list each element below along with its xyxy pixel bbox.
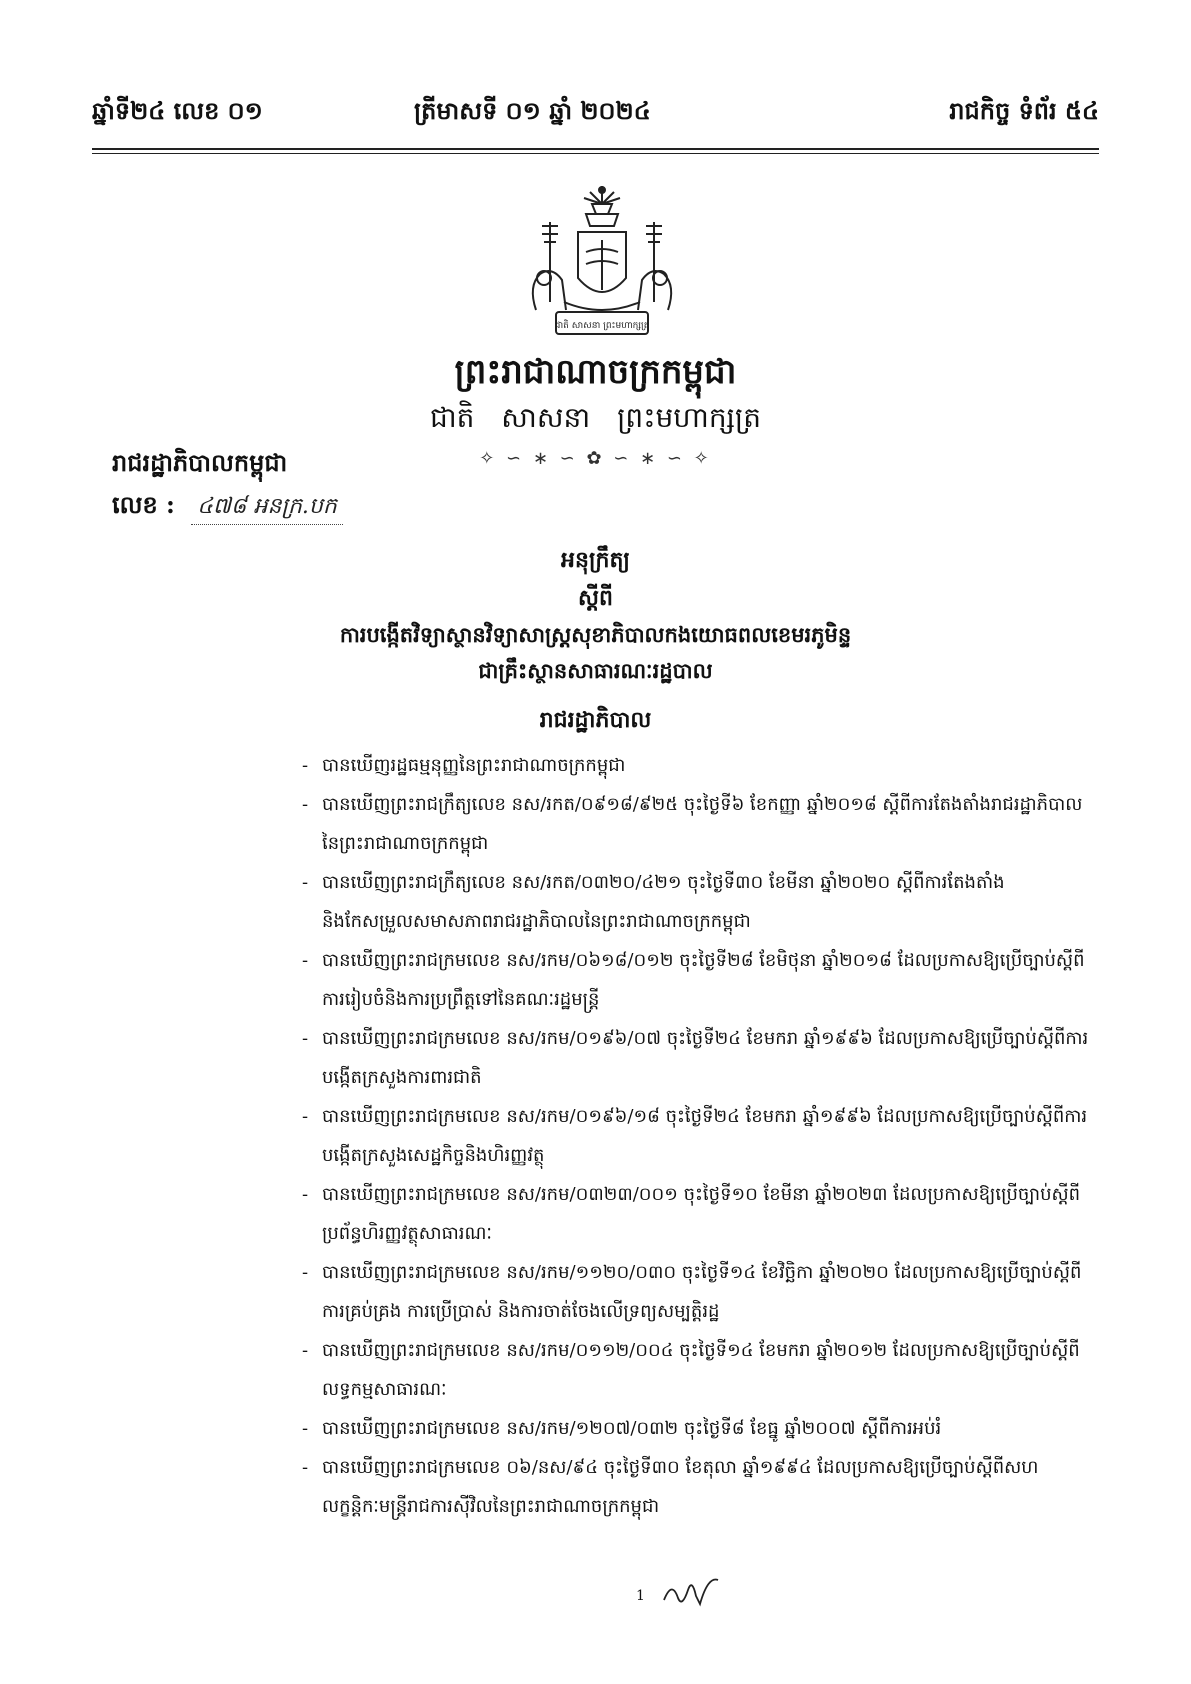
header-rule-thin bbox=[92, 153, 1099, 154]
page-number: 1 bbox=[636, 1588, 645, 1604]
number-value: ៤៧៨ អនក្រ.បក bbox=[191, 492, 343, 525]
recital-item: - បានឃើញព្រះរាជក្រមលេខ នស/រកម/០១៩៦/១៨ ចុះថ្ងៃទី២៤ ខែមករា ឆ្នាំ១៩៩៦ ដែលប្រកាសឱ្យប្រើច្បាប់ស្តីពីការបង្កើតក្រសួងសេដ្ឋកិច្ចនិងហិរញ្ញវត្ថុ bbox=[300, 1097, 1090, 1175]
recital-item: - បានឃើញព្រះរាជក្រមលេខ នស/រកម/០១៩៦/០៧ ចុះថ្ងៃទី២៤ ខែមករា ឆ្នាំ១៩៩៦ ដែលប្រកាសឱ្យប្រើច្បាប់ស្តីពីការបង្កើតក្រសួងការពារជាតិ bbox=[300, 1019, 1090, 1097]
header-year-issue: ឆ្នាំទី២៤ លេខ ០១ bbox=[92, 97, 263, 125]
recitals-list bbox=[300, 746, 1090, 1526]
document-subject: ការបង្កើតវិទ្យាស្ថានវិទ្យាសាស្ត្រសុខាភិបាលកងយោធពលខេមរភូមិន្ទ bbox=[339, 622, 852, 647]
recital-item: - បានឃើញព្រះរាជក្រមលេខ ០៦/នស/៩៤ ចុះថ្ងៃទី៣០ ខែតុលា ឆ្នាំ១៩៩៤ ដែលប្រកាសឱ្យប្រើច្បាប់ស្តីពីសហលក្ខន្តិកៈមន្ត្រីរាជការស៊ីវិលនៃព្រះរាជាណាចក្រកម្ពុជា bbox=[300, 1448, 1090, 1526]
recital-item: - បានឃើញរដ្ឋធម្មនុញ្ញនៃព្រះរាជាណាចក្រកម្ពុជា bbox=[300, 746, 1090, 785]
header-quarter: ត្រីមាសទី ០១ ឆ្នាំ ២០២៤ bbox=[414, 97, 651, 125]
coat-of-arms-icon bbox=[512, 182, 692, 342]
motto-nation: ជាតិ bbox=[429, 401, 475, 434]
document-number bbox=[112, 490, 343, 526]
recital-item: - បានឃើញព្រះរាជក្រមលេខ នស/រកម/០៦១៨/០១២ ចុះថ្ងៃទី២៨ ខែមិថុនា ឆ្នាំ២០១៨ ដែលប្រកាសឱ្យប្រើច្បាប់ស្តីពីការរៀបចំនិងការប្រព្រឹត្តទៅនៃគណៈរដ្ឋមន្ត្រី bbox=[300, 941, 1090, 1019]
ornament-divider: ✧ ∽ ∗ ∽ ✿ ∽ ∗ ∽ ✧ bbox=[479, 448, 712, 469]
kingdom-title: ព្រះរាជាណាចក្រកម្ពុជា bbox=[454, 352, 737, 392]
number-label: លេខ : bbox=[112, 490, 175, 519]
about-label: ស្តីពី bbox=[578, 585, 613, 611]
recital-item: - បានឃើញព្រះរាជក្រឹត្យលេខ នស/រកត/០៩១៨/៩២៥ ចុះថ្ងៃទី៦ ខែកញ្ញា ឆ្នាំ២០១៨ ស្តីពីការតែងតាំងរាជរដ្ឋាភិបាលនៃព្រះរាជាណាចក្រកម្ពុជា bbox=[300, 785, 1090, 863]
recital-item: - បានឃើញព្រះរាជក្រឹត្យលេខ នស/រកត/០៣២០/៤២១ ចុះថ្ងៃទី៣០ ខែមីនា ឆ្នាំ២០២០ ស្តីពីការតែងតាំង និងកែសម្រួលសមាសភាពរាជរដ្ឋាភិបាលនៃព្រះរាជាណាចក្រកម្ពុជា bbox=[300, 863, 1090, 941]
motto-king: ព្រះមហាក្សត្រ bbox=[617, 401, 762, 434]
national-motto bbox=[0, 400, 1191, 441]
recital-item: - បានឃើញព្រះរាជក្រមលេខ នស/រកម/០១១២/០០៤ ចុះថ្ងៃទី១៤ ខែមករា ឆ្នាំ២០១២ ដែលប្រកាសឱ្យប្រើច្បាប់ស្តីពីលទ្ធកម្មសាធារណៈ bbox=[300, 1331, 1090, 1409]
recital-item: - បានឃើញព្រះរាជក្រមលេខ នស/រកម/០៣២៣/០០១ ចុះថ្ងៃទី១០ ខែមីនា ឆ្នាំ២០២៣ ដែលប្រកាសឱ្យប្រើច្បាប់ស្តីពីប្រព័ន្ធហិរញ្ញវត្ថុសាធារណៈ bbox=[300, 1175, 1090, 1253]
document-type: អនុក្រឹត្យ bbox=[561, 547, 630, 573]
motto-religion: សាសនា bbox=[501, 401, 591, 434]
header-rule bbox=[92, 148, 1099, 150]
recital-item: - បានឃើញព្រះរាជក្រមលេខ នស/រកម/១១២០/០៣០ ចុះថ្ងៃទី១៤ ខែវិច្ឆិកា ឆ្នាំ២០២០ ដែលប្រកាសឱ្យប្រើច្បាប់ស្តីពីការគ្រប់គ្រង ការប្រើប្រាស់ និងការចាត់ចែងលើទ្រព្យសម្បត្តិរដ្ឋ bbox=[300, 1253, 1090, 1331]
svg-text:ជាតិ សាសនា ព្រះមហាក្សត្រ: ជាតិ សាសនា ព្រះមហាក្សត្រ bbox=[554, 321, 650, 331]
initials-signature-icon bbox=[660, 1570, 726, 1614]
header-page: រាជកិច្ច ទំព័រ ៥៤ bbox=[949, 97, 1099, 125]
section-heading: រាជរដ្ឋាភិបាល bbox=[539, 707, 652, 733]
gazette-header bbox=[92, 96, 1099, 136]
recital-item: - បានឃើញព្រះរាជក្រមលេខ នស/រកម/១២០៧/០៣២ ចុះថ្ងៃទី៨ ខែធ្នូ ឆ្នាំ២០០៧ ស្តីពីការអប់រំ bbox=[300, 1409, 1090, 1448]
document-subject-cont: ជាគ្រឹះស្ថានសាធារណៈរដ្ឋបាល bbox=[478, 658, 713, 683]
issuing-authority: រាជរដ្ឋាភិបាលកម្ពុជា bbox=[112, 448, 288, 477]
